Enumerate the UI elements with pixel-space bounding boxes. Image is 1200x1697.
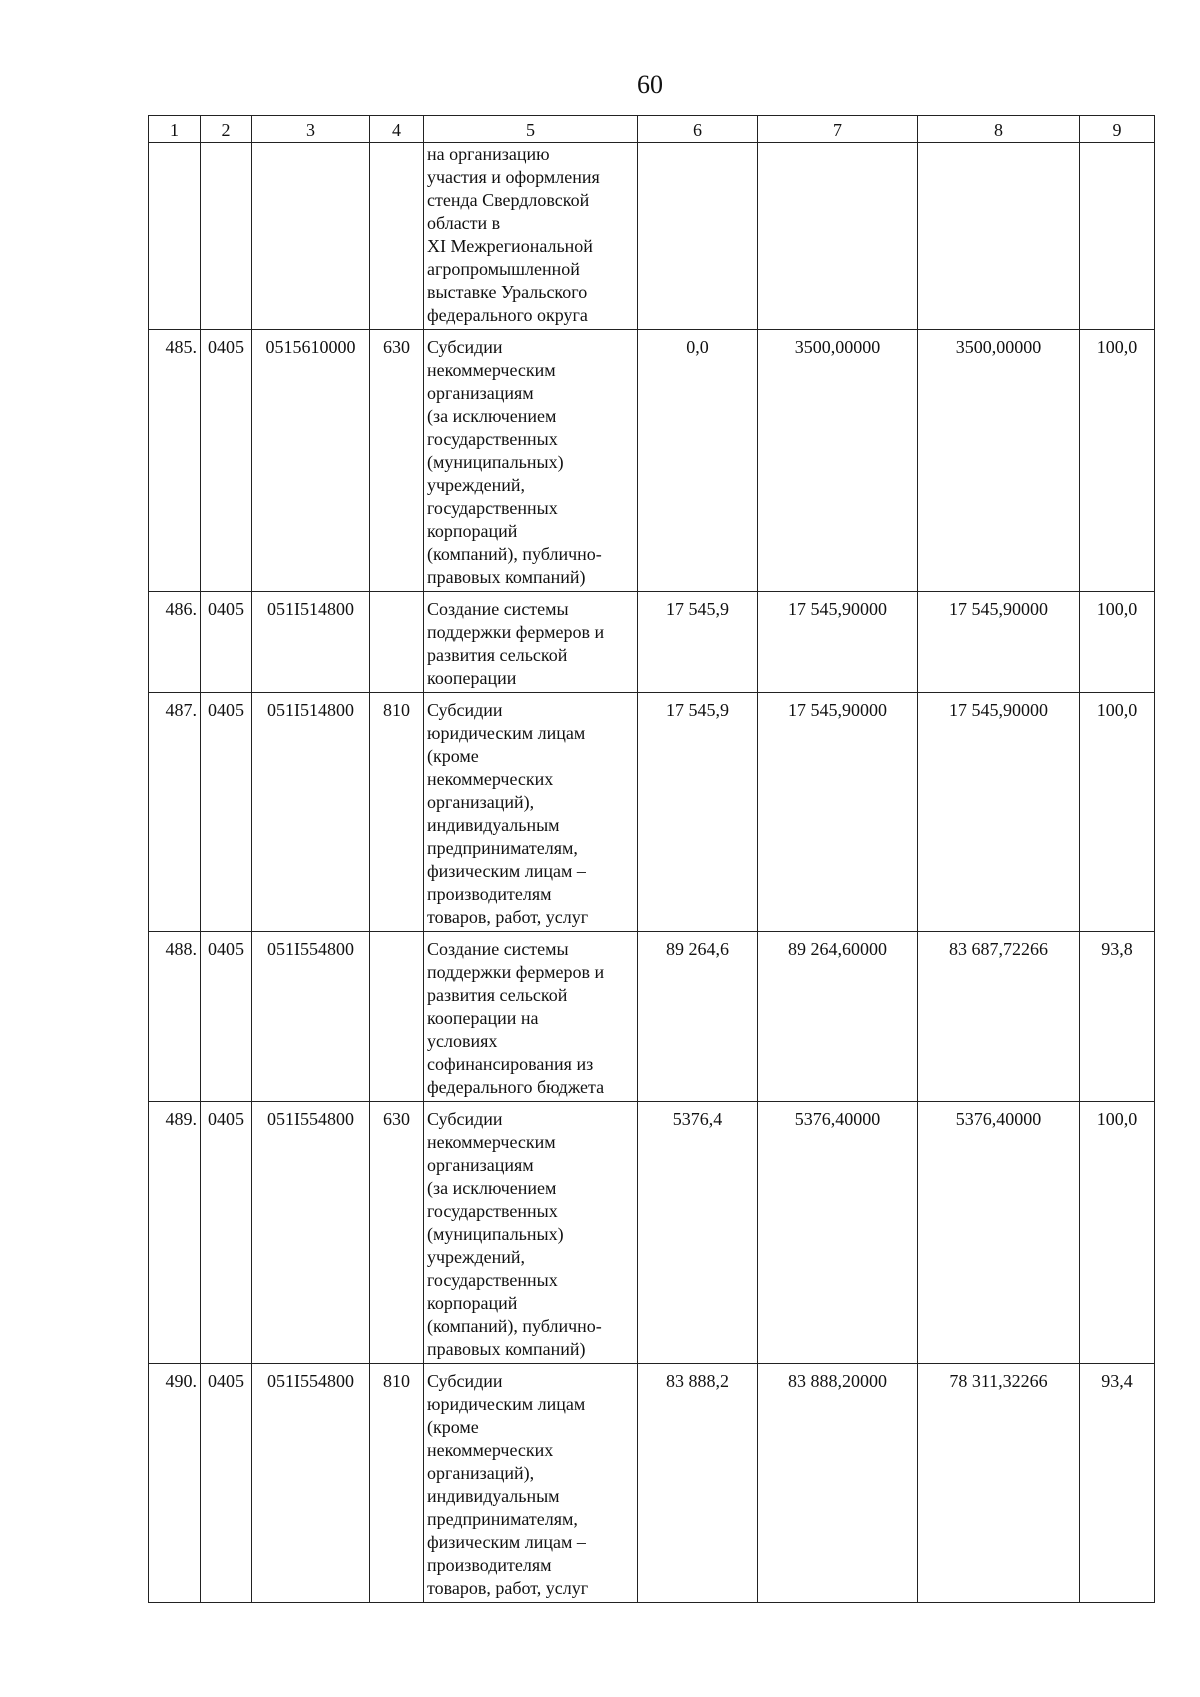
expense-type-cell: 810	[370, 693, 424, 932]
expense-type-cell	[370, 143, 424, 330]
planned-amount-cell: 89 264,6	[638, 932, 758, 1102]
target-code-cell: 0515610000	[252, 330, 370, 592]
description-cell: Субсидии некоммерческим организациям (за исключением государственных (муниципальных) учреждений, государственных корпораций (компаний), публично- правовых компаний)	[424, 330, 638, 592]
executed-amount-cell: 3500,00000	[918, 330, 1080, 592]
section-code-cell: 0405	[201, 932, 252, 1102]
execution-percent-cell: 93,4	[1080, 1364, 1155, 1603]
target-code-cell: 051I514800	[252, 592, 370, 693]
planned-amount-cell: 17 545,9	[638, 693, 758, 932]
table-row	[149, 143, 1155, 330]
approved-amount-cell: 83 888,20000	[758, 1364, 918, 1603]
approved-amount-cell: 89 264,60000	[758, 932, 918, 1102]
section-code-cell: 0405	[201, 1102, 252, 1364]
execution-percent-cell: 100,0	[1080, 693, 1155, 932]
row-number-cell: 489.	[149, 1102, 201, 1364]
column-header-4: 4	[370, 116, 424, 143]
expense-type-cell	[370, 592, 424, 693]
planned-amount-cell: 0,0	[638, 330, 758, 592]
execution-percent-cell: 93,8	[1080, 932, 1155, 1102]
row-number-cell: 488.	[149, 932, 201, 1102]
executed-amount-cell: 83 687,72266	[918, 932, 1080, 1102]
table-body	[149, 143, 1155, 1603]
column-header-3: 3	[252, 116, 370, 143]
row-number-cell	[149, 143, 201, 330]
target-code-cell: 051I554800	[252, 1102, 370, 1364]
executed-amount-cell: 5376,40000	[918, 1102, 1080, 1364]
approved-amount-cell: 17 545,90000	[758, 693, 918, 932]
description-cell: Создание системы поддержки фермеров и развития сельской кооперации	[424, 592, 638, 693]
executed-amount-cell: 78 311,32266	[918, 1364, 1080, 1603]
approved-amount-cell: 17 545,90000	[758, 592, 918, 693]
planned-amount-cell: 5376,4	[638, 1102, 758, 1364]
description-cell: Субсидии юридическим лицам (кроме некоммерческих организаций), индивидуальным предпринимателям, физическим лицам – производителям товаров, работ, услуг	[424, 693, 638, 932]
section-code-cell: 0405	[201, 330, 252, 592]
column-header-6: 6	[638, 116, 758, 143]
description-cell: Создание системы поддержки фермеров и развития сельской кооперации на условиях софинансирования из федерального бюджета	[424, 932, 638, 1102]
column-header-1: 1	[149, 116, 201, 143]
planned-amount-cell	[638, 143, 758, 330]
section-code-cell	[201, 143, 252, 330]
executed-amount-cell: 17 545,90000	[918, 592, 1080, 693]
section-code-cell: 0405	[201, 592, 252, 693]
target-code-cell: 051I554800	[252, 1364, 370, 1603]
executed-amount-cell: 17 545,90000	[918, 693, 1080, 932]
executed-amount-cell	[918, 143, 1080, 330]
planned-amount-cell: 83 888,2	[638, 1364, 758, 1603]
column-header-8: 8	[918, 116, 1080, 143]
expense-type-cell	[370, 932, 424, 1102]
expense-type-cell: 810	[370, 1364, 424, 1603]
approved-amount-cell	[758, 143, 918, 330]
table-row	[149, 932, 1155, 1102]
execution-percent-cell	[1080, 143, 1155, 330]
column-header-2: 2	[201, 116, 252, 143]
column-header-7: 7	[758, 116, 918, 143]
section-code-cell: 0405	[201, 1364, 252, 1603]
table-row	[149, 330, 1155, 592]
column-header-5: 5	[424, 116, 638, 143]
execution-percent-cell: 100,0	[1080, 330, 1155, 592]
table-row	[149, 592, 1155, 693]
budget-table	[148, 115, 1155, 1603]
expense-type-cell: 630	[370, 1102, 424, 1364]
planned-amount-cell: 17 545,9	[638, 592, 758, 693]
target-code-cell: 051I554800	[252, 932, 370, 1102]
table-row	[149, 1102, 1155, 1364]
target-code-cell: 051I514800	[252, 693, 370, 932]
row-number-cell: 490.	[149, 1364, 201, 1603]
page-number: 60	[637, 70, 663, 99]
row-number-cell: 487.	[149, 693, 201, 932]
expense-type-cell: 630	[370, 330, 424, 592]
row-number-cell: 486.	[149, 592, 201, 693]
row-number-cell: 485.	[149, 330, 201, 592]
description-cell: Субсидии юридическим лицам (кроме некоммерческих организаций), индивидуальным предпринимателям, физическим лицам – производителям товаров, работ, услуг	[424, 1364, 638, 1603]
table-row	[149, 693, 1155, 932]
target-code-cell	[252, 143, 370, 330]
description-cell: Субсидии некоммерческим организациям (за исключением государственных (муниципальных) учреждений, государственных корпораций (компаний), публично- правовых компаний)	[424, 1102, 638, 1364]
table-header-row	[149, 116, 1155, 143]
description-cell: на организацию участия и оформления стенда Свердловской области в XI Межрегиональной агропромышленной выставке Уральского федерального округа	[424, 143, 638, 330]
approved-amount-cell: 5376,40000	[758, 1102, 918, 1364]
execution-percent-cell: 100,0	[1080, 592, 1155, 693]
table-row	[149, 1364, 1155, 1603]
approved-amount-cell: 3500,00000	[758, 330, 918, 592]
column-header-9: 9	[1080, 116, 1155, 143]
execution-percent-cell: 100,0	[1080, 1102, 1155, 1364]
section-code-cell: 0405	[201, 693, 252, 932]
